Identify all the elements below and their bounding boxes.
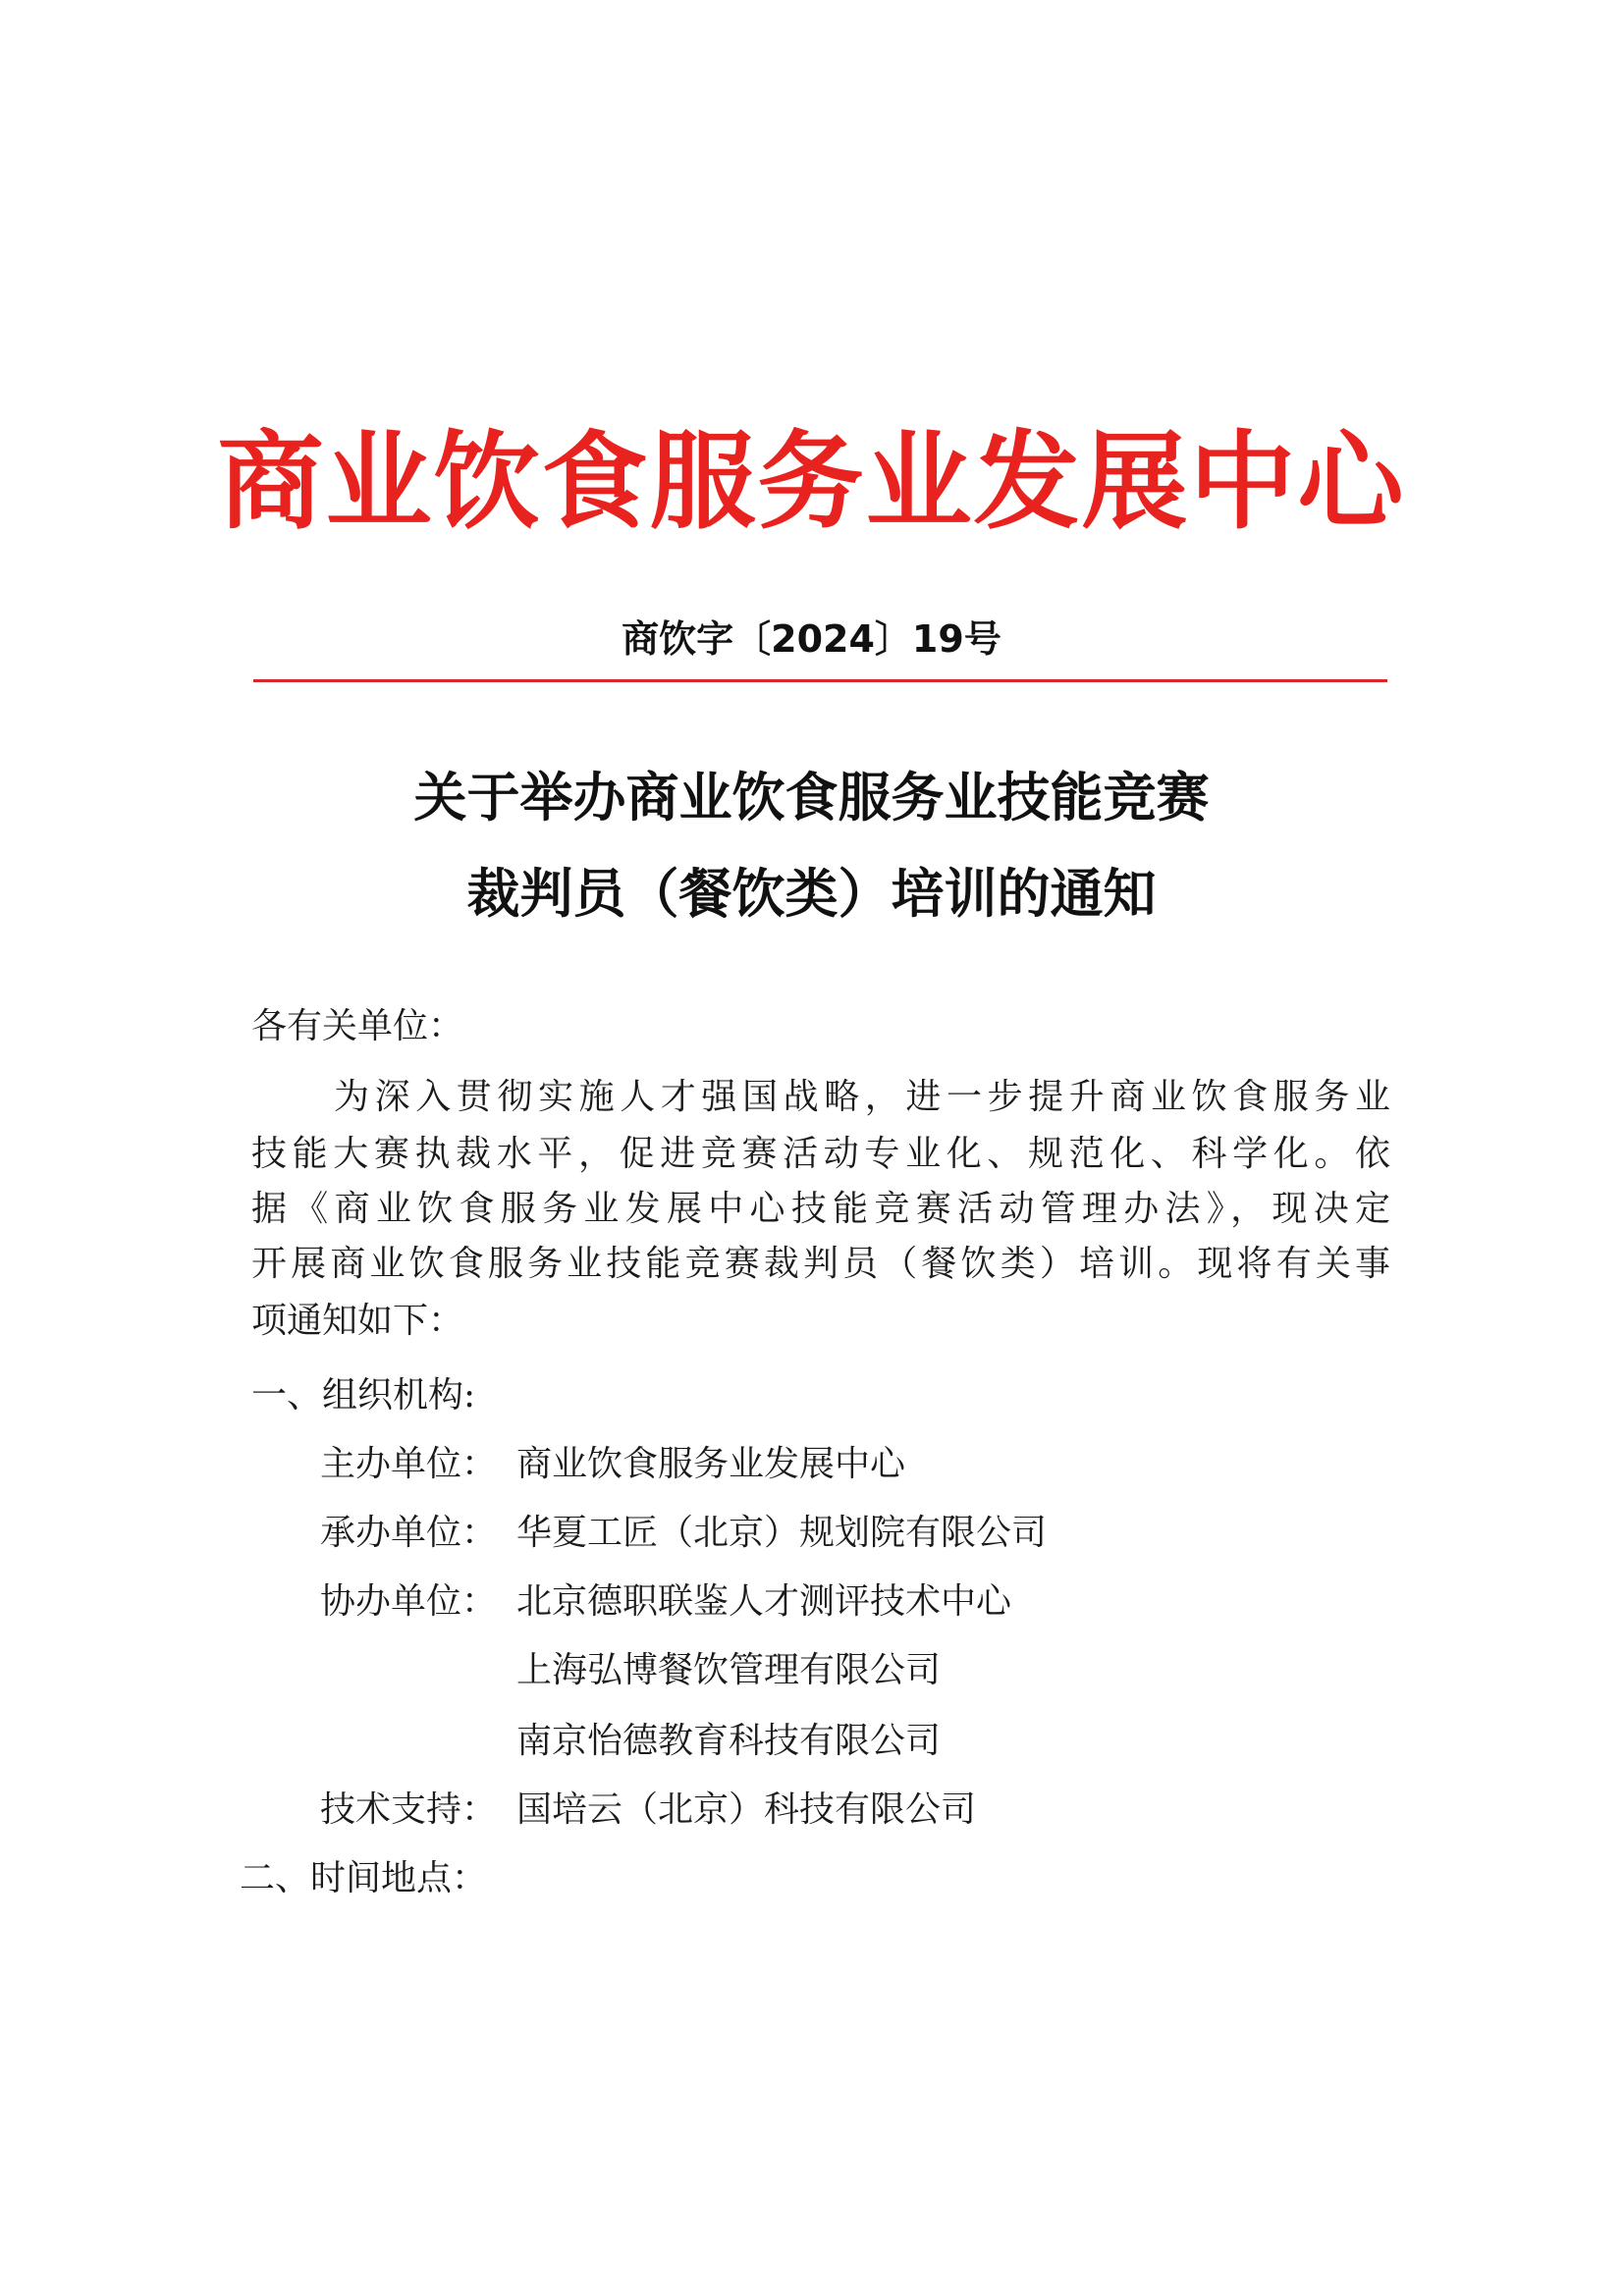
paragraph-line: 为深入贯彻实施人才强国战略，进一步提升商业饮食服务业 (334, 1077, 1390, 1117)
document-number: 商饮字〔2024〕19号 (622, 617, 1001, 661)
organizer-value: 商业饮食服务业发展中心 (516, 1444, 906, 1484)
tech-support-label: 技术支持： (320, 1789, 498, 1830)
section-heading-time-place: 二、时间地点： (240, 1858, 488, 1898)
organization-header: 商业饮食服务业发展中心 (217, 421, 1406, 544)
paragraph-line: 开展商业饮食服务业技能竞赛裁判员（餐饮类）培训。现将有关事 (251, 1244, 1390, 1284)
co-organizer-value-1: 北京德职联鉴人才测评技术中心 (516, 1581, 1012, 1622)
notice-title-line-2: 裁判员（餐饮类）培训的通知 (466, 862, 1157, 925)
co-organizer-label: 协办单位： (320, 1581, 498, 1622)
paragraph-line: 项通知如下： (251, 1301, 464, 1341)
organizer-label: 主办单位： (320, 1444, 498, 1484)
co-organizer-value-2: 上海弘博餐饮管理有限公司 (516, 1650, 942, 1690)
section-heading-organization: 一、组织机构: (251, 1375, 476, 1415)
paragraph-line: 技能大赛执裁水平，促进竞赛活动专业化、规范化、科学化。依 (251, 1134, 1390, 1174)
salutation: 各有关单位： (251, 1006, 464, 1046)
header-divider (253, 679, 1387, 682)
undertaker-label: 承办单位： (320, 1513, 498, 1553)
tech-support-value: 国培云（北京）科技有限公司 (516, 1789, 977, 1830)
paragraph-line: 据《商业饮食服务业发展中心技能竞赛活动管理办法》，现决定 (251, 1189, 1390, 1229)
co-organizer-value-3: 南京怡德教育科技有限公司 (516, 1721, 942, 1761)
undertaker-value: 华夏工匠（北京）规划院有限公司 (516, 1513, 1048, 1553)
notice-title-line-1: 关于举办商业饮食服务业技能竞赛 (413, 766, 1210, 828)
